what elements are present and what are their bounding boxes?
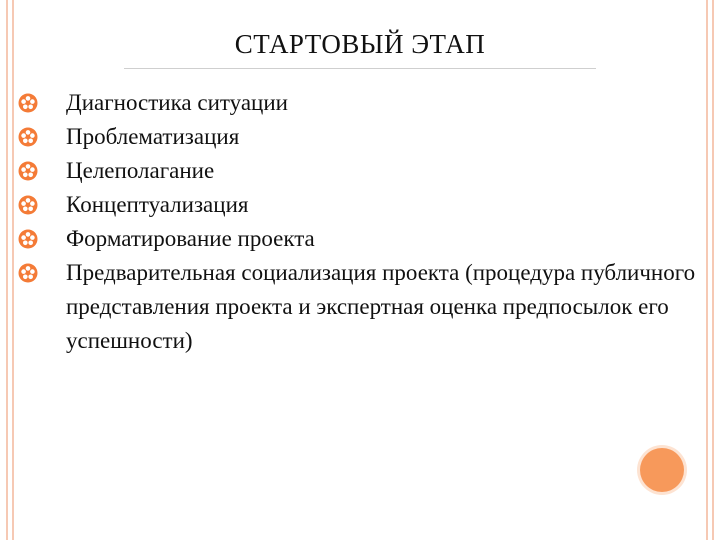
bullet-list bbox=[18, 86, 698, 358]
list-item bbox=[18, 222, 698, 256]
decorative-circle bbox=[640, 448, 684, 492]
flower-bullet-icon bbox=[18, 229, 38, 249]
list-item bbox=[18, 120, 698, 154]
flower-bullet-icon bbox=[18, 161, 38, 181]
frame-line-right-outer bbox=[712, 0, 714, 540]
flower-bullet-icon bbox=[18, 263, 38, 283]
bullet-text: Диагностика ситуации bbox=[66, 90, 288, 115]
list-item bbox=[18, 86, 698, 120]
list-item bbox=[18, 256, 698, 358]
list-item bbox=[18, 188, 698, 222]
frame-line-left-outer bbox=[6, 0, 8, 540]
flower-bullet-icon bbox=[18, 195, 38, 215]
frame-line-left-inner bbox=[12, 0, 14, 540]
flower-bullet-icon bbox=[18, 93, 38, 113]
bullet-text: Целеполагание bbox=[66, 158, 215, 183]
list-item bbox=[18, 154, 698, 188]
flower-bullet-icon bbox=[18, 127, 38, 147]
bullet-text: Предварительная социализация проекта (процедура публичного представления проекта и экспертная оценка предпосылок его успешности) bbox=[66, 260, 696, 353]
slide-title: СТАРТОВЫЙ ЭТАП bbox=[234, 29, 486, 59]
bullet-text: Форматирование проекта bbox=[66, 226, 315, 251]
title-divider bbox=[124, 68, 596, 69]
frame-line-right-inner bbox=[706, 0, 708, 540]
bullet-text: Концептуализация bbox=[66, 192, 249, 217]
bullet-text: Проблематизация bbox=[66, 124, 240, 149]
